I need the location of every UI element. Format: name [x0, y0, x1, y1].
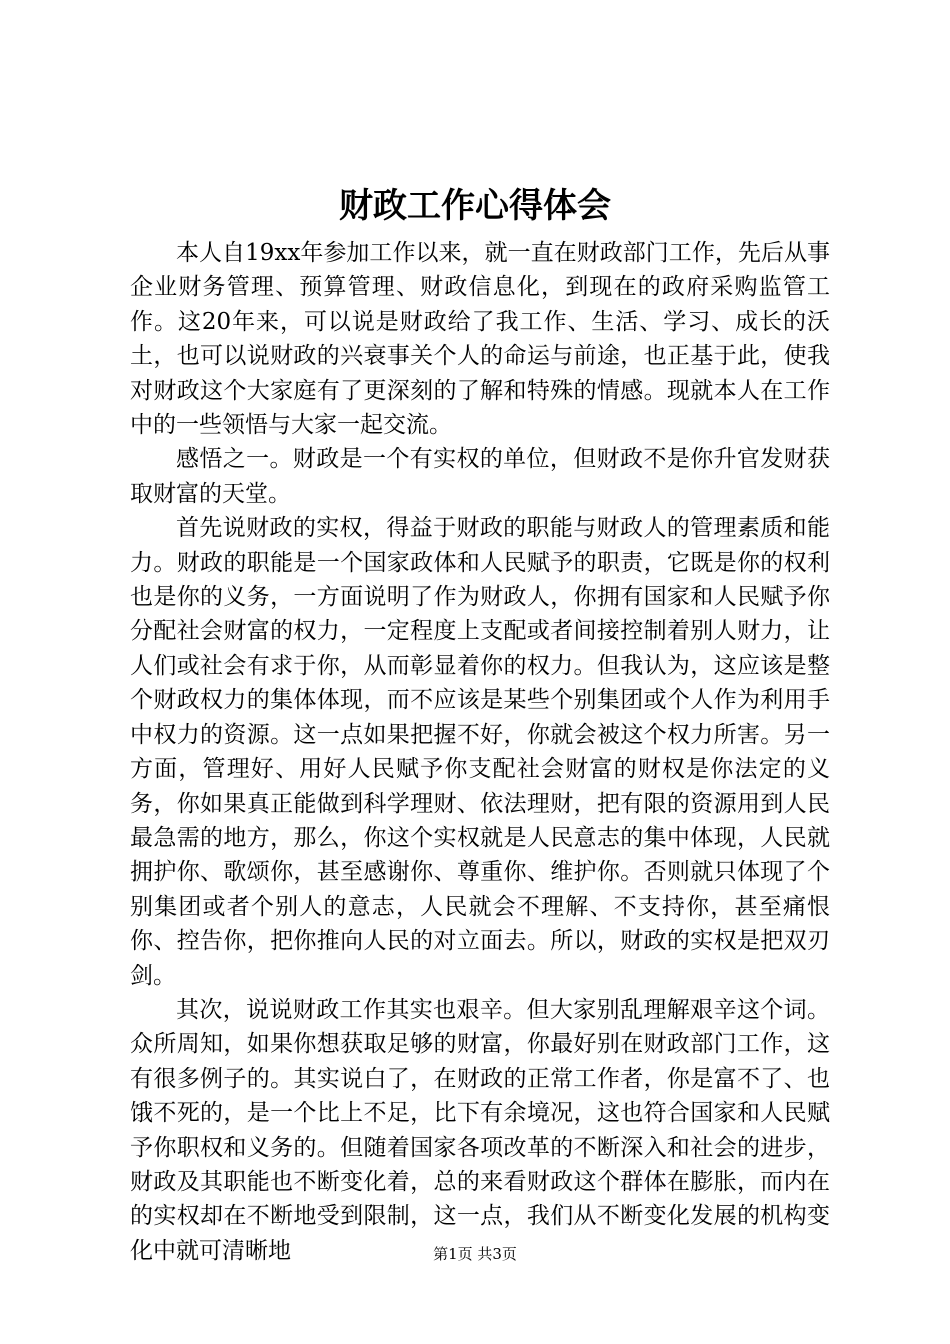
- page-number-footer: 第1页 共3页: [433, 1245, 517, 1263]
- document-title: 财政工作心得体会: [339, 186, 611, 226]
- document-body: [130, 236, 830, 1268]
- paragraph-real-power: 首先说财政的实权，得益于财政的职能与财政人的管理素质和能力。财政的职能是一个国家政体和人民赋予的职责，它既是你的权利也是你的义务，一方面说明了作为财政人，你拥有国家和人民赋予你分配社会财富的权力，一定程度上支配或者间接控制着别人财力，让人们或社会有求于你，从而彰显着你的权力。但我认为，这应该是整个财政权力的集体体现，而不应该是某些个别集团或个人作为利用手中权力的资源。这一点如果把握不好，你就会被这个权力所害。另一方面，管理好、用好人民赋予你支配社会财富的财权是你法定的义务，你如果真正能做到科学理财、依法理财，把有限的资源用到人民最急需的地方，那么，你这个实权就是人民意志的集中体现，人民就拥护你、歌颂你，甚至感谢你、尊重你、维护你。否则就只体现了个别集团或者个别人的意志，人民就会不理解、不支持你，甚至痛恨你、控告你，把你推向人民的对立面去。所以，财政的实权是把双刃剑。: [130, 515, 830, 989]
- paragraph-intro: 本人自19xx年参加工作以来，就一直在财政部门工作，先后从事企业财务管理、预算管理、财政信息化，到现在的政府采购监管工作。这20年来，可以说是财政给了我工作、生活、学习、成长的沃土，也可以说财政的兴衰事关个人的命运与前途，也正基于此，使我对财政这个大家庭有了更深刻的了解和特殊的情感。现就本人在工作中的一些领悟与大家一起交流。: [130, 240, 830, 439]
- paragraph-hardship: 其次，说说财政工作其实也艰辛。但大家别乱理解艰辛这个词。众所周知，如果你想获取足够的财富，你最好别在财政部门工作，这有很多例子的。其实说白了，在财政的正常工作者，你是富不了、也饿不死的，是一个比上不足，比下有余境况，这也符合国家和人民赋予你职权和义务的。但随着国家各项改革的不断深入和社会的进步，财政及其职能也不断变化着，总的来看财政这个群体在膨胀，而内在的实权却在不断地受到限制，这一点，我们从不断变化发展的机构变化中就可清晰地: [130, 996, 830, 1264]
- paragraph-insight-one: 感悟之一。财政是一个有实权的单位，但财政不是你升官发财获取财富的天堂。: [130, 446, 830, 507]
